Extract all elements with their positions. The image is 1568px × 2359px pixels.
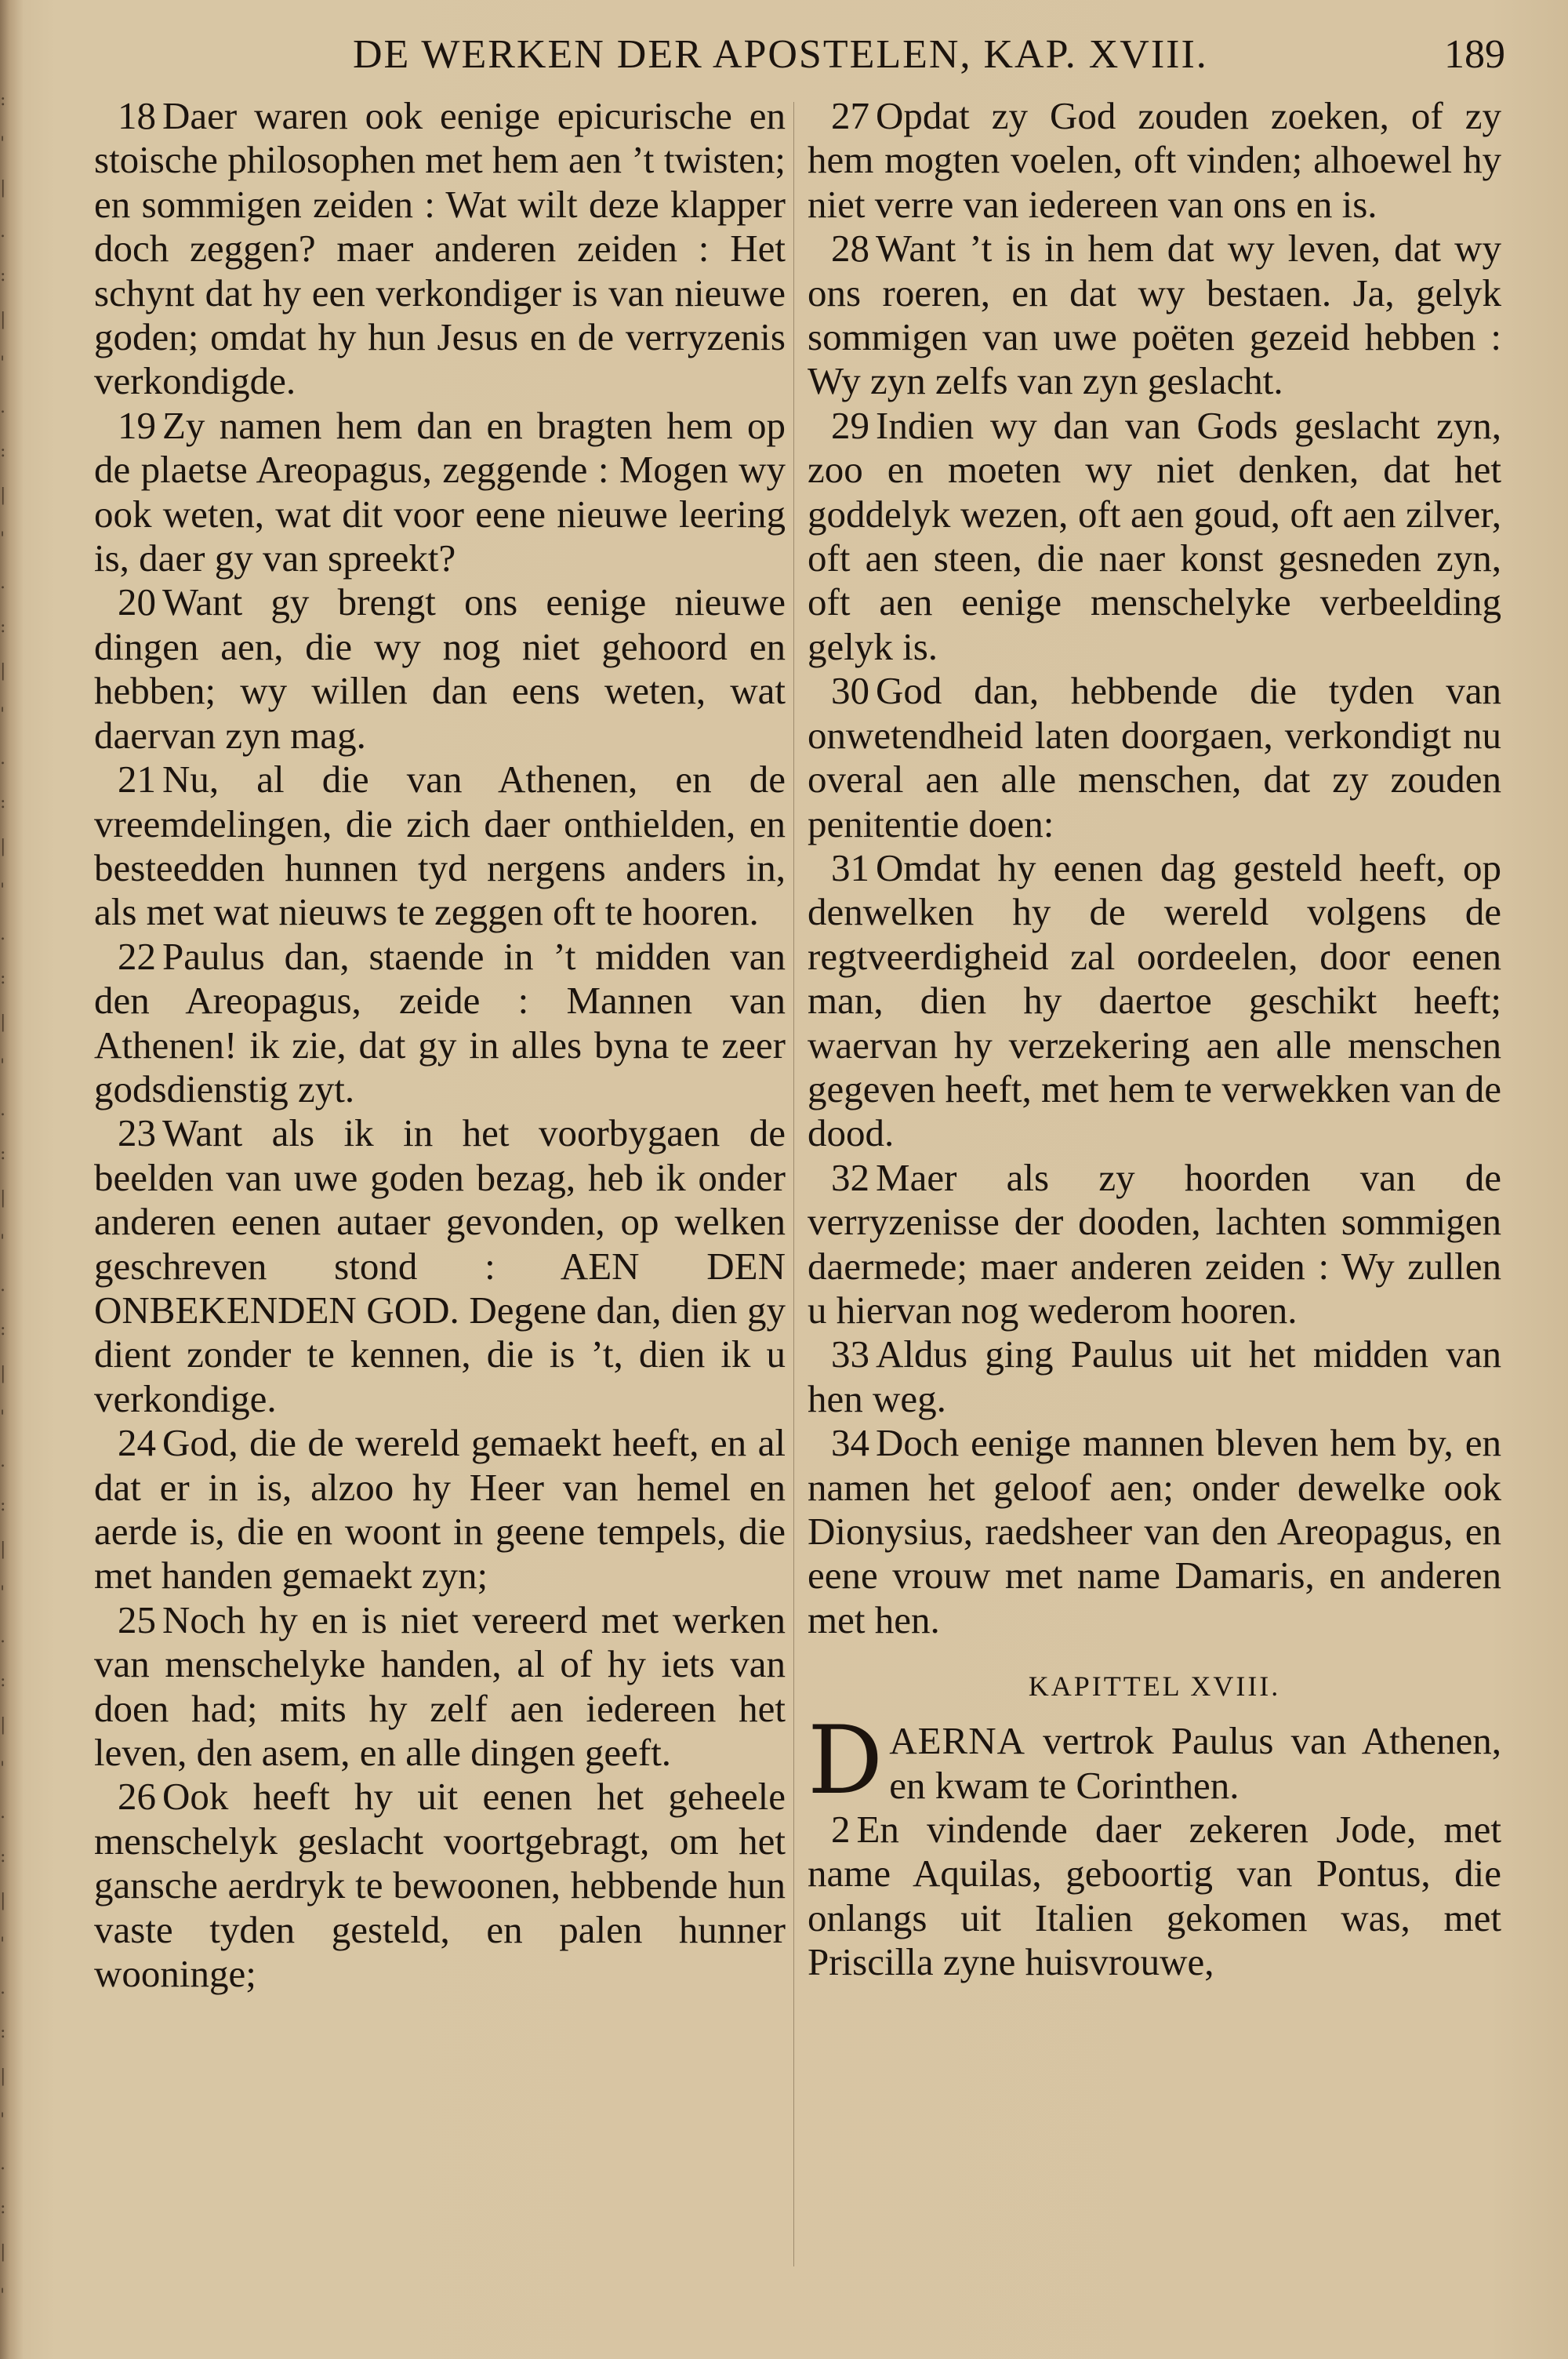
verse-number: 26 xyxy=(118,1775,156,1819)
verse-number: 19 xyxy=(118,403,156,447)
verse xyxy=(94,94,786,404)
verse-text: Maer als zy hoorden van de verryzenisse der dooden, lachten sommigen daermede; maer anderen zeiden : Wy zullen u hiervan nog wederom hooren. xyxy=(808,1155,1501,1332)
verse-text: Daer waren ook eenige epicurische en stoische philosophen met hem aen ’t twisten; en sommigen zeiden : Wat wilt deze klapper doch zeggen? maer anderen zeiden : Het schynt dat hy een verkondiger is van nieuwe goden; omdat hy hun Jesus en de verryzenis verkondigde. xyxy=(94,94,786,403)
column-divider xyxy=(793,102,794,2266)
verse xyxy=(94,1775,786,1996)
verse-text: Ook heeft hy uit eenen het geheele menschelyk geslacht voortgebragt, om het gansche aerdryk te bewoonen, hebbende hun vaste tyden gesteld, en palen hunner wooninge; xyxy=(94,1775,786,1996)
verse-text: Opdat zy God zouden zoeken, of zy hem mogten voelen, oft vinden; alhoewel hy niet verre van iedereen van ons en is. xyxy=(808,94,1501,226)
right-column xyxy=(808,94,1501,1985)
page-header xyxy=(86,31,1505,86)
verse-number: 20 xyxy=(118,580,156,624)
verse-number: 34 xyxy=(831,1421,869,1465)
verse-text: Paulus dan, staende in ’t midden van den Areopagus, zeide : Mannen van Athenen! ik zie, dat gy in alles byna te zeer godsdienstig zyt. xyxy=(94,934,786,1110)
verse xyxy=(808,404,1501,669)
verse-text: Doch eenige mannen bleven hem by, en namen het geloof aen; onder dewelke ook Dionysius, raedsheer van den Areopagus, en eene vrouw met name Damaris, en anderen met hen. xyxy=(808,1421,1501,1641)
verse-text: Want als ik in het voorbygaen de beelden van uwe goden bezag, heb ik onder anderen eenen autaer gevonden, op welken geschreven stond : AEN DEN ONBEKENDEN GOD. Degene dan, dien gy dient zonder te kennen, die is ’t, dien ik u verkondige. xyxy=(94,1111,786,1420)
verse-number: 27 xyxy=(831,94,869,137)
verse xyxy=(94,1111,786,1421)
verse xyxy=(94,404,786,581)
verse xyxy=(808,1421,1501,1642)
verse-number: 22 xyxy=(118,934,156,978)
verse-text: Omdat hy eenen dag gesteld heeft, op denwelken hy de wereld volgens de regtveerdigheid zal oordeelen, door eenen man, dien hy daertoe geschikt heeft; waervan hy verzekering aen alle menschen gegeven heeft, met hem te verwekken van de dood. xyxy=(808,845,1501,1155)
verse-text: Want ’t is in hem dat wy leven, dat wy ons roeren, en dat wy bestaen. Ja, gelyk sommigen van uwe poëten gezeid hebben : Wy zyn zelfs van zyn geslacht. xyxy=(808,227,1501,403)
verse xyxy=(94,1598,786,1776)
verse xyxy=(94,758,786,935)
verse-number: 25 xyxy=(118,1598,156,1641)
verse-number: 21 xyxy=(118,758,156,801)
chapter-heading: KAPITTEL XVIII. xyxy=(1028,1670,1281,1703)
first-word: AERNA xyxy=(889,1719,1025,1763)
verse-number: 32 xyxy=(831,1155,869,1199)
verse-text: Aldus ging Paulus uit het midden van hen weg. xyxy=(808,1332,1501,1420)
verse-number: 29 xyxy=(831,403,869,447)
left-column xyxy=(94,94,786,1996)
verse-number: 31 xyxy=(831,845,869,889)
verse xyxy=(808,1156,1501,1333)
verse-number: 28 xyxy=(831,227,869,271)
verse-text: Nu, al die van Athenen, en de vreemdelingen, die zich daer onthielden, en besteedden hunnen tyd nergens anders in, als met wat nieuws te zeggen oft te hooren. xyxy=(94,758,786,934)
verse xyxy=(94,580,786,758)
verse-number: 24 xyxy=(118,1421,156,1465)
chapter-first-verse xyxy=(808,1707,1501,1816)
verse xyxy=(94,935,786,1112)
verse-number: 33 xyxy=(831,1332,869,1376)
verse-text: Want gy brengt ons eenige nieuwe dingen aen, die wy nog niet gehoord en hebben; wy willen dan eens weten, wat daervan zyn mag. xyxy=(94,580,786,757)
verse-text: Zy namen hem dan en bragten hem op de plaetse Areopagus, zeggende : Mogen wy ook weten, wat dit voor eene nieuwe leering is, daer gy van spreekt? xyxy=(94,403,786,580)
verse xyxy=(808,1808,1501,1985)
verse xyxy=(94,1421,786,1598)
verse-text: God dan, hebbende die tyden van onwetendheid laten doorgaen, verkondigt nu overal aen alle menschen, dat zy zouden penitentie doen: xyxy=(808,669,1501,845)
drop-cap: D xyxy=(808,1707,884,1816)
verse-text: vertrok Paulus van Athenen, en kwam te Corinthen. xyxy=(889,1719,1501,1807)
verse-number: 18 xyxy=(118,94,156,137)
verse-number: 23 xyxy=(118,1111,156,1155)
verse xyxy=(808,846,1501,1156)
verse-number: 2 xyxy=(831,1808,851,1852)
verse-text: En vindende daer zekeren Jode, met name Aquilas, geboortig van Pontus, die onlangs uit Italien gekomen was, met Priscilla zyne huisvrouwe, xyxy=(808,1808,1501,1984)
verse-text: God, die de wereld gemaekt heeft, en al dat er in is, alzoo hy Heer van hemel en aerde is, die en woont in geene tempels, die met handen gemaekt zyn; xyxy=(94,1421,786,1598)
verse xyxy=(808,227,1501,404)
verse-text: Noch hy en is niet vereerd met werken van menschelyke handen, al of hy iets van doen had; mits hy zelf aen iedereen het leven, den asem, en alle dingen geeft. xyxy=(94,1598,786,1775)
verse xyxy=(808,1332,1501,1421)
verse xyxy=(808,94,1501,227)
verse-text: Indien wy dan van Gods geslacht zyn, zoo en moeten wy niet denken, dat het goddelyk wezen, oft aen goud, oft aen zilver, oft aen steen, die naer konst gesneden zyn, oft aen eenige menschelyke verbeelding gelyk is. xyxy=(808,403,1501,668)
verse xyxy=(808,669,1501,846)
verse-number: 30 xyxy=(831,669,869,713)
running-title: DE WERKEN DER APOSTELEN, KAP. XVIII. xyxy=(353,32,1208,77)
page-number: 189 xyxy=(1444,32,1505,77)
facing-page-edge: : ' | . : | ' . : | ' . : | ' . : | ' . : | ' . : | ' . : | ' . : | ' . : | ' . : | ' . : | ' . : | ' xyxy=(0,90,6,2306)
